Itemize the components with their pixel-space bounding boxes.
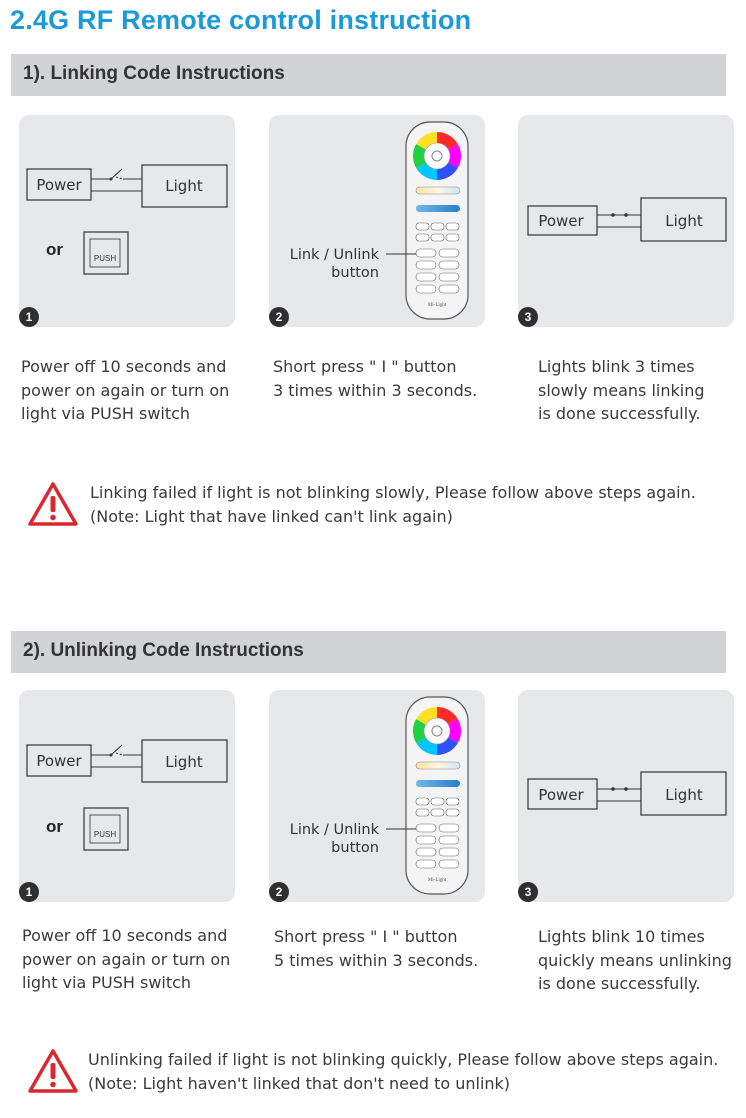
or-label: or (46, 240, 63, 259)
step-3-panel (518, 115, 734, 327)
step-1-panel (19, 690, 235, 902)
link-unlink-label: Link / Unlink button (289, 247, 379, 281)
step-1-caption: Power off 10 seconds and power on again or turn on light via PUSH switch (21, 357, 230, 423)
step-2-caption: Short press " I " button 5 times within 3 seconds. (274, 927, 479, 970)
power-switch-diagram (19, 115, 235, 327)
warning-text: Linking failed if light is not blinking slowly, Please follow above steps again. (Note: Light that have linked can't link again) (90, 483, 696, 526)
push-label: PUSH (93, 254, 117, 263)
rf-remote-icon (269, 690, 485, 902)
section-heading: 1). Linking Code Instructions (23, 63, 285, 84)
push-button-icon (84, 808, 128, 850)
section-header-unlinking (11, 631, 726, 673)
step-2-caption: Short press " I " button 3 times within 3 seconds. (273, 357, 478, 400)
power-label: Power (538, 212, 584, 230)
power-label: Power (36, 752, 82, 770)
power-label: Power (538, 786, 584, 804)
step-number: 3 (518, 882, 538, 902)
light-label: Light (665, 212, 703, 230)
section-header-linking (11, 54, 726, 96)
step-number: 2 (269, 882, 289, 902)
rf-remote-icon (269, 115, 485, 327)
step-number: 2 (269, 307, 289, 327)
brand-label: Mi-Light (427, 303, 447, 308)
light-label: Light (165, 177, 203, 195)
light-label: Light (165, 753, 203, 771)
push-button-icon (84, 232, 128, 274)
step-1-panel (19, 115, 235, 327)
step-2-panel (269, 115, 485, 327)
page-title: 2.4G RF Remote control instruction (10, 5, 472, 35)
brand-label: Mi-Light (427, 878, 447, 883)
power-switch-diagram (19, 690, 235, 902)
push-label: PUSH (93, 830, 117, 839)
warning-text: Unlinking failed if light is not blinking quickly, Please follow above steps again. (Note: Light haven't linked that don't need to unlink) (88, 1050, 719, 1093)
step-number: 1 (19, 882, 39, 902)
or-label: or (46, 817, 63, 836)
power-light-diagram (518, 115, 734, 327)
power-light-diagram (518, 690, 734, 902)
warning-triangle-icon (27, 1048, 79, 1094)
step-3-panel (518, 690, 734, 902)
link-unlink-label: Link / Unlink button (289, 822, 379, 856)
step-2-panel (269, 690, 485, 902)
step-1-caption: Power off 10 seconds and power on again or turn on light via PUSH switch (22, 926, 231, 992)
light-label: Light (665, 786, 703, 804)
step-number: 1 (19, 307, 39, 327)
section-heading: 2). Unlinking Code Instructions (23, 640, 304, 661)
step-number: 3 (518, 307, 538, 327)
power-label: Power (36, 176, 82, 194)
warning-triangle-icon (27, 481, 79, 527)
step-3-caption: Lights blink 3 times slowly means linking is done successfully. (538, 357, 705, 423)
step-3-caption: Lights blink 10 times quickly means unlinking is done successfully. (538, 927, 732, 993)
